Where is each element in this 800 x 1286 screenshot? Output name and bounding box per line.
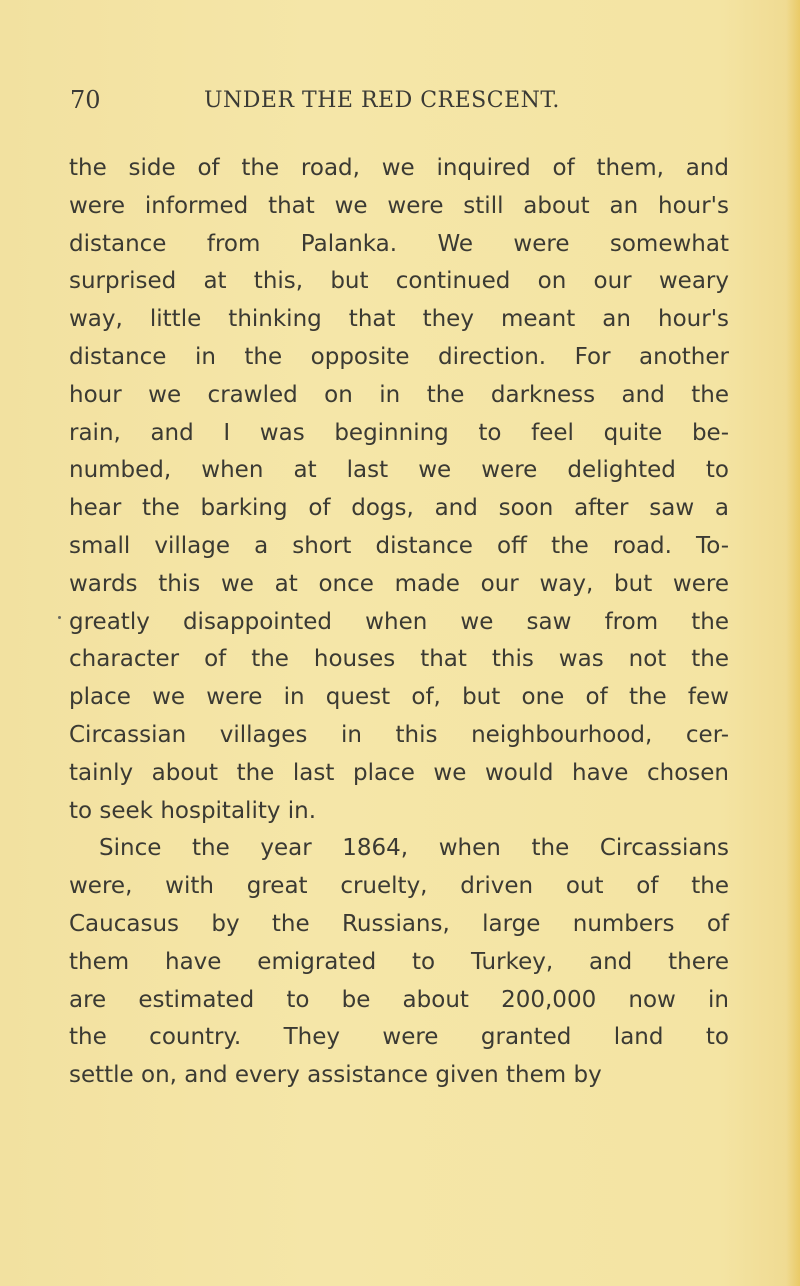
text-line: hour we crawled on in the darkness and the — [69, 381, 729, 408]
text-line: to seek hospitality in. — [69, 797, 317, 824]
text-line: were informed that we were still about an hour's — [69, 192, 729, 219]
text-line: wards this we at once made our way, but were — [69, 570, 729, 597]
text-line: surprised at this, but continued on our weary — [69, 268, 729, 295]
paragraph-1 — [69, 150, 729, 830]
text-line: them have emigrated to Turkey, and there — [69, 948, 729, 975]
running-head: UNDER THE RED CRESCENT. — [204, 88, 560, 113]
text-line: distance in the opposite direction. For another — [69, 343, 729, 370]
text-line: place we were in quest of, but one of the few — [69, 684, 729, 711]
text-line: Circassian villages in this neighbourhood, cer- — [69, 721, 729, 748]
text-line: were, with great cruelty, driven out of the — [69, 873, 729, 900]
text-line: the country. They were granted land to — [69, 1024, 729, 1051]
text-line: distance from Palanka. We were somewhat — [69, 230, 729, 257]
text-line: are estimated to be about 200,000 now in — [69, 986, 729, 1013]
page-edge-shadow — [786, 0, 800, 1286]
page-number: 70 — [70, 86, 101, 114]
text-line: the side of the road, we inquired of them, and — [69, 155, 729, 181]
text-line: numbed, when at last we were delighted to — [69, 457, 729, 484]
text-line: tainly about the last place we would have chosen — [69, 759, 729, 786]
text-line: Since the year 1864, when the Circassians — [99, 835, 729, 862]
text-line: greatly disappointed when we saw from the — [69, 608, 729, 635]
text-line: Caucasus by the Russians, large numbers of — [69, 910, 729, 937]
text-line: way, little thinking that they meant an hour's — [69, 306, 729, 333]
text-line: hear the barking of dogs, and soon after saw a — [69, 495, 729, 522]
margin-speck — [58, 616, 61, 619]
text-line: character of the houses that this was not the — [69, 646, 729, 673]
page-header — [70, 86, 730, 126]
text-line: small village a short distance off the road. To- — [69, 532, 729, 559]
paragraph-2 — [69, 830, 729, 1095]
body-text — [69, 150, 729, 1095]
text-line: rain, and I was beginning to feel quite be- — [69, 419, 729, 446]
text-line: settle on, and every assistance given them by — [69, 1062, 602, 1089]
